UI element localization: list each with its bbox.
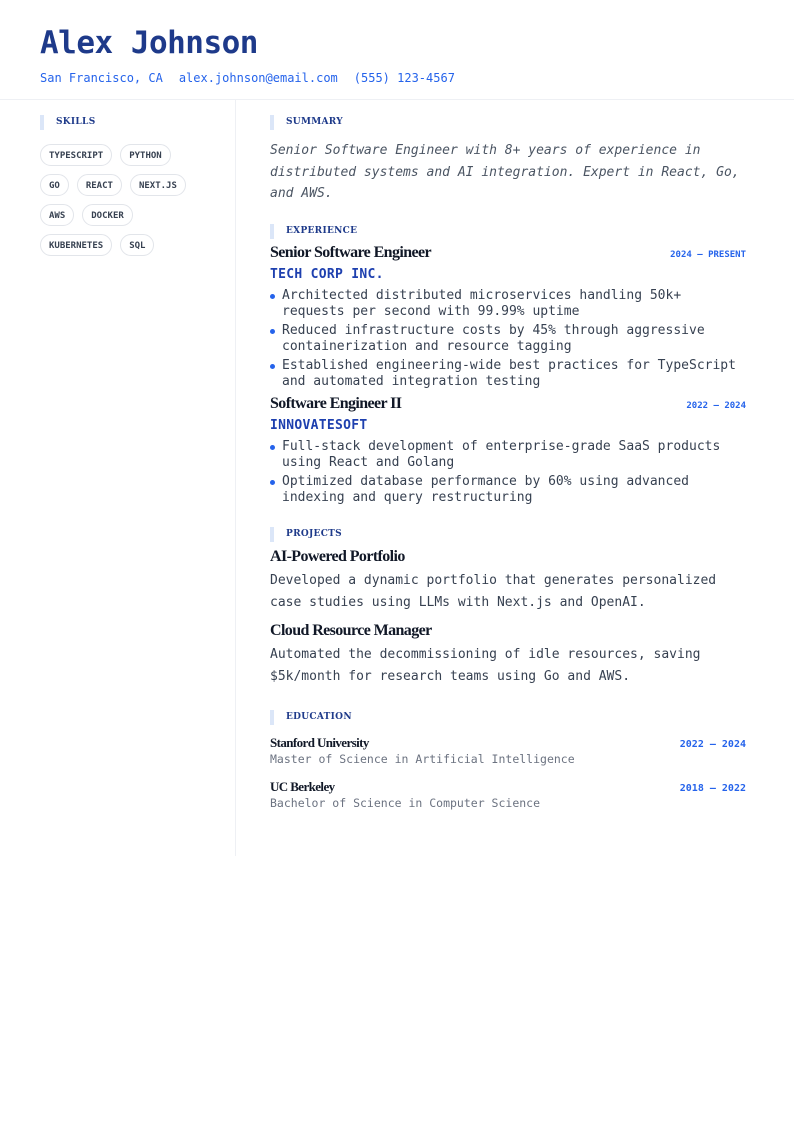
summary-section	[270, 115, 746, 205]
degree-text: Master of Science in Artificial Intelligence	[270, 751, 575, 766]
education-dates: 2018 — 2022	[679, 782, 746, 794]
company-name: TECH CORP INC.	[270, 266, 384, 282]
skill-pill: DOCKER	[82, 204, 133, 226]
skill-pill: TYPESCRIPT	[40, 144, 112, 166]
degree-text: Bachelor of Science in Computer Science	[270, 795, 541, 810]
sidebar	[0, 100, 236, 856]
projects-section	[270, 527, 746, 688]
skill-pill: NEXT.JS	[130, 174, 186, 196]
job-title: Software Engineer II	[270, 394, 402, 412]
job-dates: 2024 — PRESENT	[670, 249, 746, 260]
job-bullets	[270, 288, 746, 391]
bullet-item: Reduced infrastructure costs by 45% through aggressive containerization and resource tagging	[270, 323, 746, 356]
bullet-item: Architected distributed microservices handling 50k+ requests per second with 99.99% uptime	[270, 288, 746, 321]
bullet-item: Optimized database performance by 60% using advanced indexing and query restructuring	[270, 474, 746, 507]
skills-list	[40, 144, 200, 256]
education-entry	[270, 779, 746, 810]
bullet-item: Established engineering-wide best practices for TypeScript and automated integration testing	[270, 358, 746, 391]
project-title: Cloud Resource Manager	[270, 621, 432, 639]
education-dates: 2022 — 2024	[679, 738, 746, 750]
bullet-item: Full-stack development of enterprise-grade SaaS products using React and Golang	[270, 439, 746, 472]
project-entry	[270, 622, 746, 688]
location-text: San Francisco, CA	[40, 71, 163, 85]
experience-heading: EXPERIENCE	[270, 224, 746, 239]
skill-pill: PYTHON	[120, 144, 171, 166]
skill-pill: SQL	[120, 234, 154, 256]
education-heading: EDUCATION	[270, 710, 746, 725]
experience-section	[270, 224, 746, 507]
job-entry	[270, 395, 746, 507]
education-entry	[270, 735, 746, 766]
resume-header	[0, 0, 794, 100]
candidate-name: Alex Johnson	[40, 25, 258, 61]
summary-text: Senior Software Engineer with 8+ years of experience in distributed systems and AI integration. Expert in React, Go, and AWS.	[270, 143, 740, 201]
project-description: Developed a dynamic portfolio that generates personalized case studies using LLMs with Next.js and OpenAI.	[270, 572, 717, 610]
company-name: INNOVATESOFT	[270, 417, 368, 433]
job-bullets	[270, 439, 746, 507]
phone-text: (555) 123-4567	[353, 71, 455, 85]
email-link[interactable]: alex.johnson@email.com	[178, 71, 338, 85]
school-name: UC Berkeley	[270, 778, 335, 794]
project-description: Automated the decommissioning of idle resources, saving $5k/month for research teams using Go and AWS.	[270, 646, 701, 684]
skills-heading: SKILLS	[40, 115, 235, 130]
skill-pill: GO	[40, 174, 69, 196]
school-name: Stanford University	[270, 734, 369, 750]
summary-heading: SUMMARY	[270, 115, 746, 130]
job-title: Senior Software Engineer	[270, 243, 431, 261]
contact-info	[40, 71, 754, 85]
projects-heading: PROJECTS	[270, 527, 746, 542]
job-entry	[270, 244, 746, 391]
education-section	[270, 710, 746, 810]
skill-pill: REACT	[77, 174, 122, 196]
skill-pill: AWS	[40, 204, 74, 226]
main-content	[270, 100, 746, 810]
skill-pill: KUBERNETES	[40, 234, 112, 256]
job-dates: 2022 — 2024	[686, 400, 746, 411]
project-title: AI-Powered Portfolio	[270, 547, 405, 565]
project-entry	[270, 548, 746, 614]
